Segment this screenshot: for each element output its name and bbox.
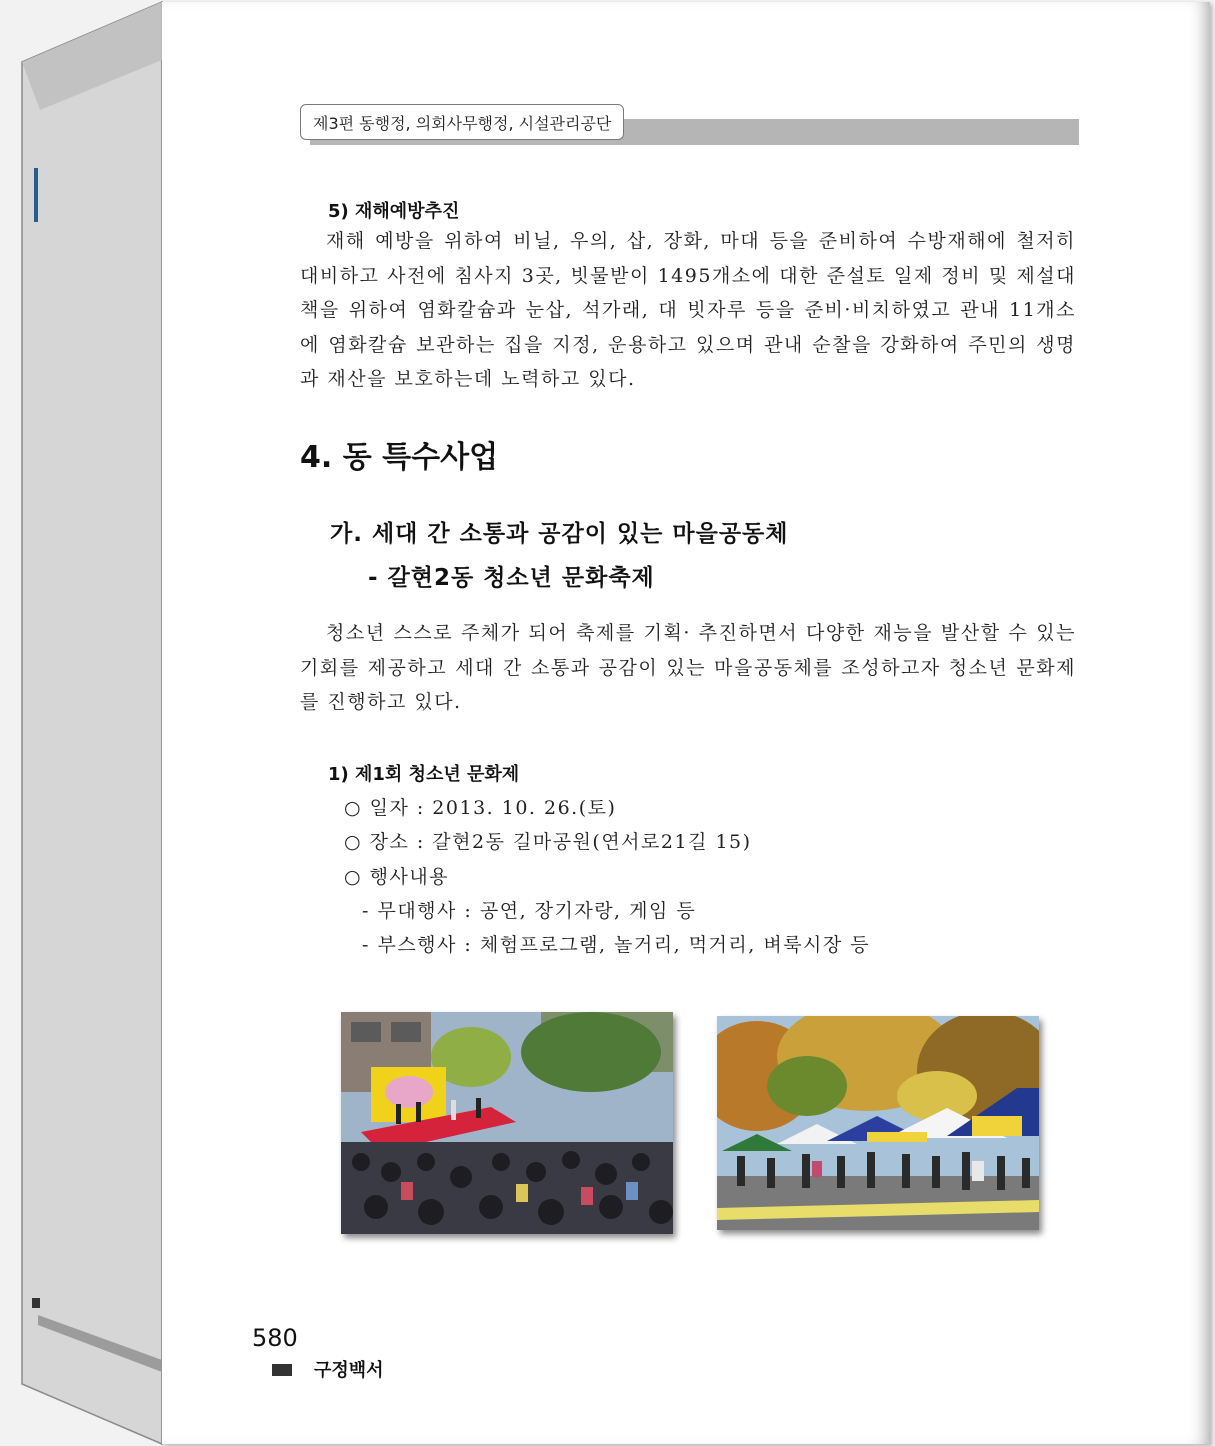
document-page xyxy=(162,2,1210,1444)
disaster-paragraph: 재해 예방을 위하여 비닐, 우의, 삽, 장화, 마대 등을 준비하여 수방재해에 철저히 대비하고 사전에 침사지 3곳, 빗물받이 1495개소에 대한 준설토 일제 정비 및 제설대책을 위하여 염화칼슘과 눈삽, 석가래, 대 빗자루 등을 준비·비치하였고 관내 11개소에 염화칼슘 보관하는 집을 지정, 운용하고 있으며 관내 순찰을 강화하여 주민의 생명과 재산을 보호하는데 노력하고 있다. xyxy=(300,230,1076,390)
footer-mark xyxy=(272,1364,292,1376)
section-paragraph: 청소년 스스로 주체가 되어 축제를 기획· 추진하면서 다양한 재능을 발산할 수 있는 기회를 제공하고 세대 간 소통과 공감이 있는 마을공동체를 조성하고자 청소년 문화제를 진행하고 있다. xyxy=(300,622,1076,713)
section-title: 4. 동 특수사업 xyxy=(300,440,499,475)
festival-booth-events: - 부스행사 : 체험프로그램, 놀거리, 먹거리, 벼룩시장 등 xyxy=(362,934,871,956)
section-subtitle-dash: - 갈현2동 청소년 문화축제 xyxy=(368,565,655,591)
chapter-tab-label: 제3편 동행정, 의회사무행정, 시설관리공단 xyxy=(313,113,612,133)
chapter-tab xyxy=(300,104,624,140)
festival-place: ○ 장소 : 갈현2동 길마공원(연서로21길 15) xyxy=(344,831,752,853)
footer-book-title: 구정백서 xyxy=(314,1360,384,1381)
photo-stage-performance xyxy=(341,1012,673,1234)
festival-date: ○ 일자 : 2013. 10. 26.(토) xyxy=(344,797,617,819)
page-number: 580 xyxy=(252,1324,298,1352)
section-subtitle: 가. 세대 간 소통과 공감이 있는 마을공동체 xyxy=(330,521,789,547)
photo-booth-tents xyxy=(717,1016,1039,1230)
disaster-heading: 5) 재해예방추진 xyxy=(328,201,460,222)
festival-heading: 1) 제1회 청소년 문화제 xyxy=(328,764,520,785)
festival-content-label: ○ 행사내용 xyxy=(344,866,450,888)
festival-stage-events: - 무대행사 : 공연, 장기자랑, 게임 등 xyxy=(362,900,697,922)
